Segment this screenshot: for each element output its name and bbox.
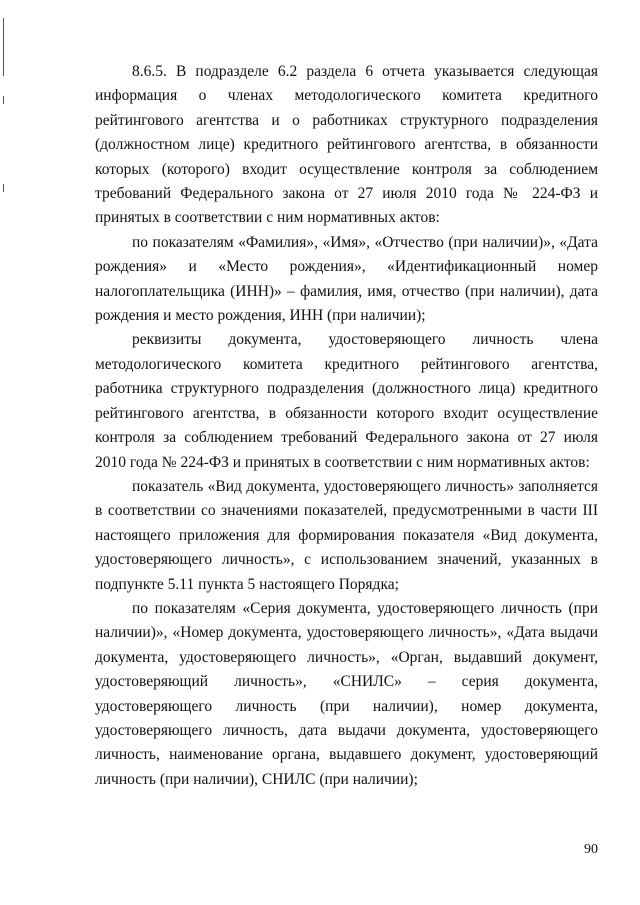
paragraph: показатель «Вид документа, удостоверяющего личность» заполняется в соответствии со значениями показателей, предусмотренными в части III настоящего приложения для формирования показателя «Вид документа, удостоверяющего личность», с использованием значений, указанных в подпункте 5.11 пункта 5 настоящего Порядка; bbox=[95, 477, 598, 593]
scan-mark bbox=[3, 96, 4, 104]
paragraph: реквизиты документа, удостоверяющего личность члена методологического комитета кредитного рейтингового агентства, работника структурного подразделения (должностного лица) кредитного рейтингового агентства, в обязанности которого входит осуществление контроля за соблюдением требований Федерального закона от 27 июля 2010 года № 224-ФЗ и принятых в соответствии с ним нормативных актов: bbox=[95, 331, 598, 471]
scan-mark bbox=[3, 38, 4, 76]
paragraph: по показателям «Фамилия», «Имя», «Отчество (при наличии)», «Дата рождения» и «Место рождения», «Идентификационный номер налогоплательщика (ИНН)» – фамилия, имя, отчество (при наличии), дата рождения и место рождения, ИНН (при наличии); bbox=[95, 233, 598, 325]
scan-mark bbox=[3, 184, 4, 192]
page-number: 90 bbox=[584, 842, 598, 857]
document-body bbox=[95, 60, 598, 792]
paragraph: по показателям «Серия документа, удостоверяющего личность (при наличии)», «Номер документа, удостоверяющего личность», «Дата выдачи документа, удостоверяющего личность», «Орган, выдавший документ, удостоверяющий личность», «СНИЛС» – серия документа, удостоверяющего личность (при наличии), номер документа, удостоверяющего личность, дата выдачи документа, удостоверяющего личность, наименование органа, выдавшего документ, удостоверяющий личность (при наличии), СНИЛС (при наличии); bbox=[95, 599, 598, 788]
paragraph: 8.6.5. В подразделе 6.2 раздела 6 отчета указывается следующая информация о членах методологического комитета кредитного рейтингового агентства и о работниках структурного подразделения (должностном лице) кредитного рейтингового агентства, в обязанности которых (которого) входит осуществление контроля за соблюдением требований Федерального закона от 27 июля 2010 года № 224-ФЗ и принятых в соответствии с ним нормативных актов: bbox=[95, 63, 598, 227]
